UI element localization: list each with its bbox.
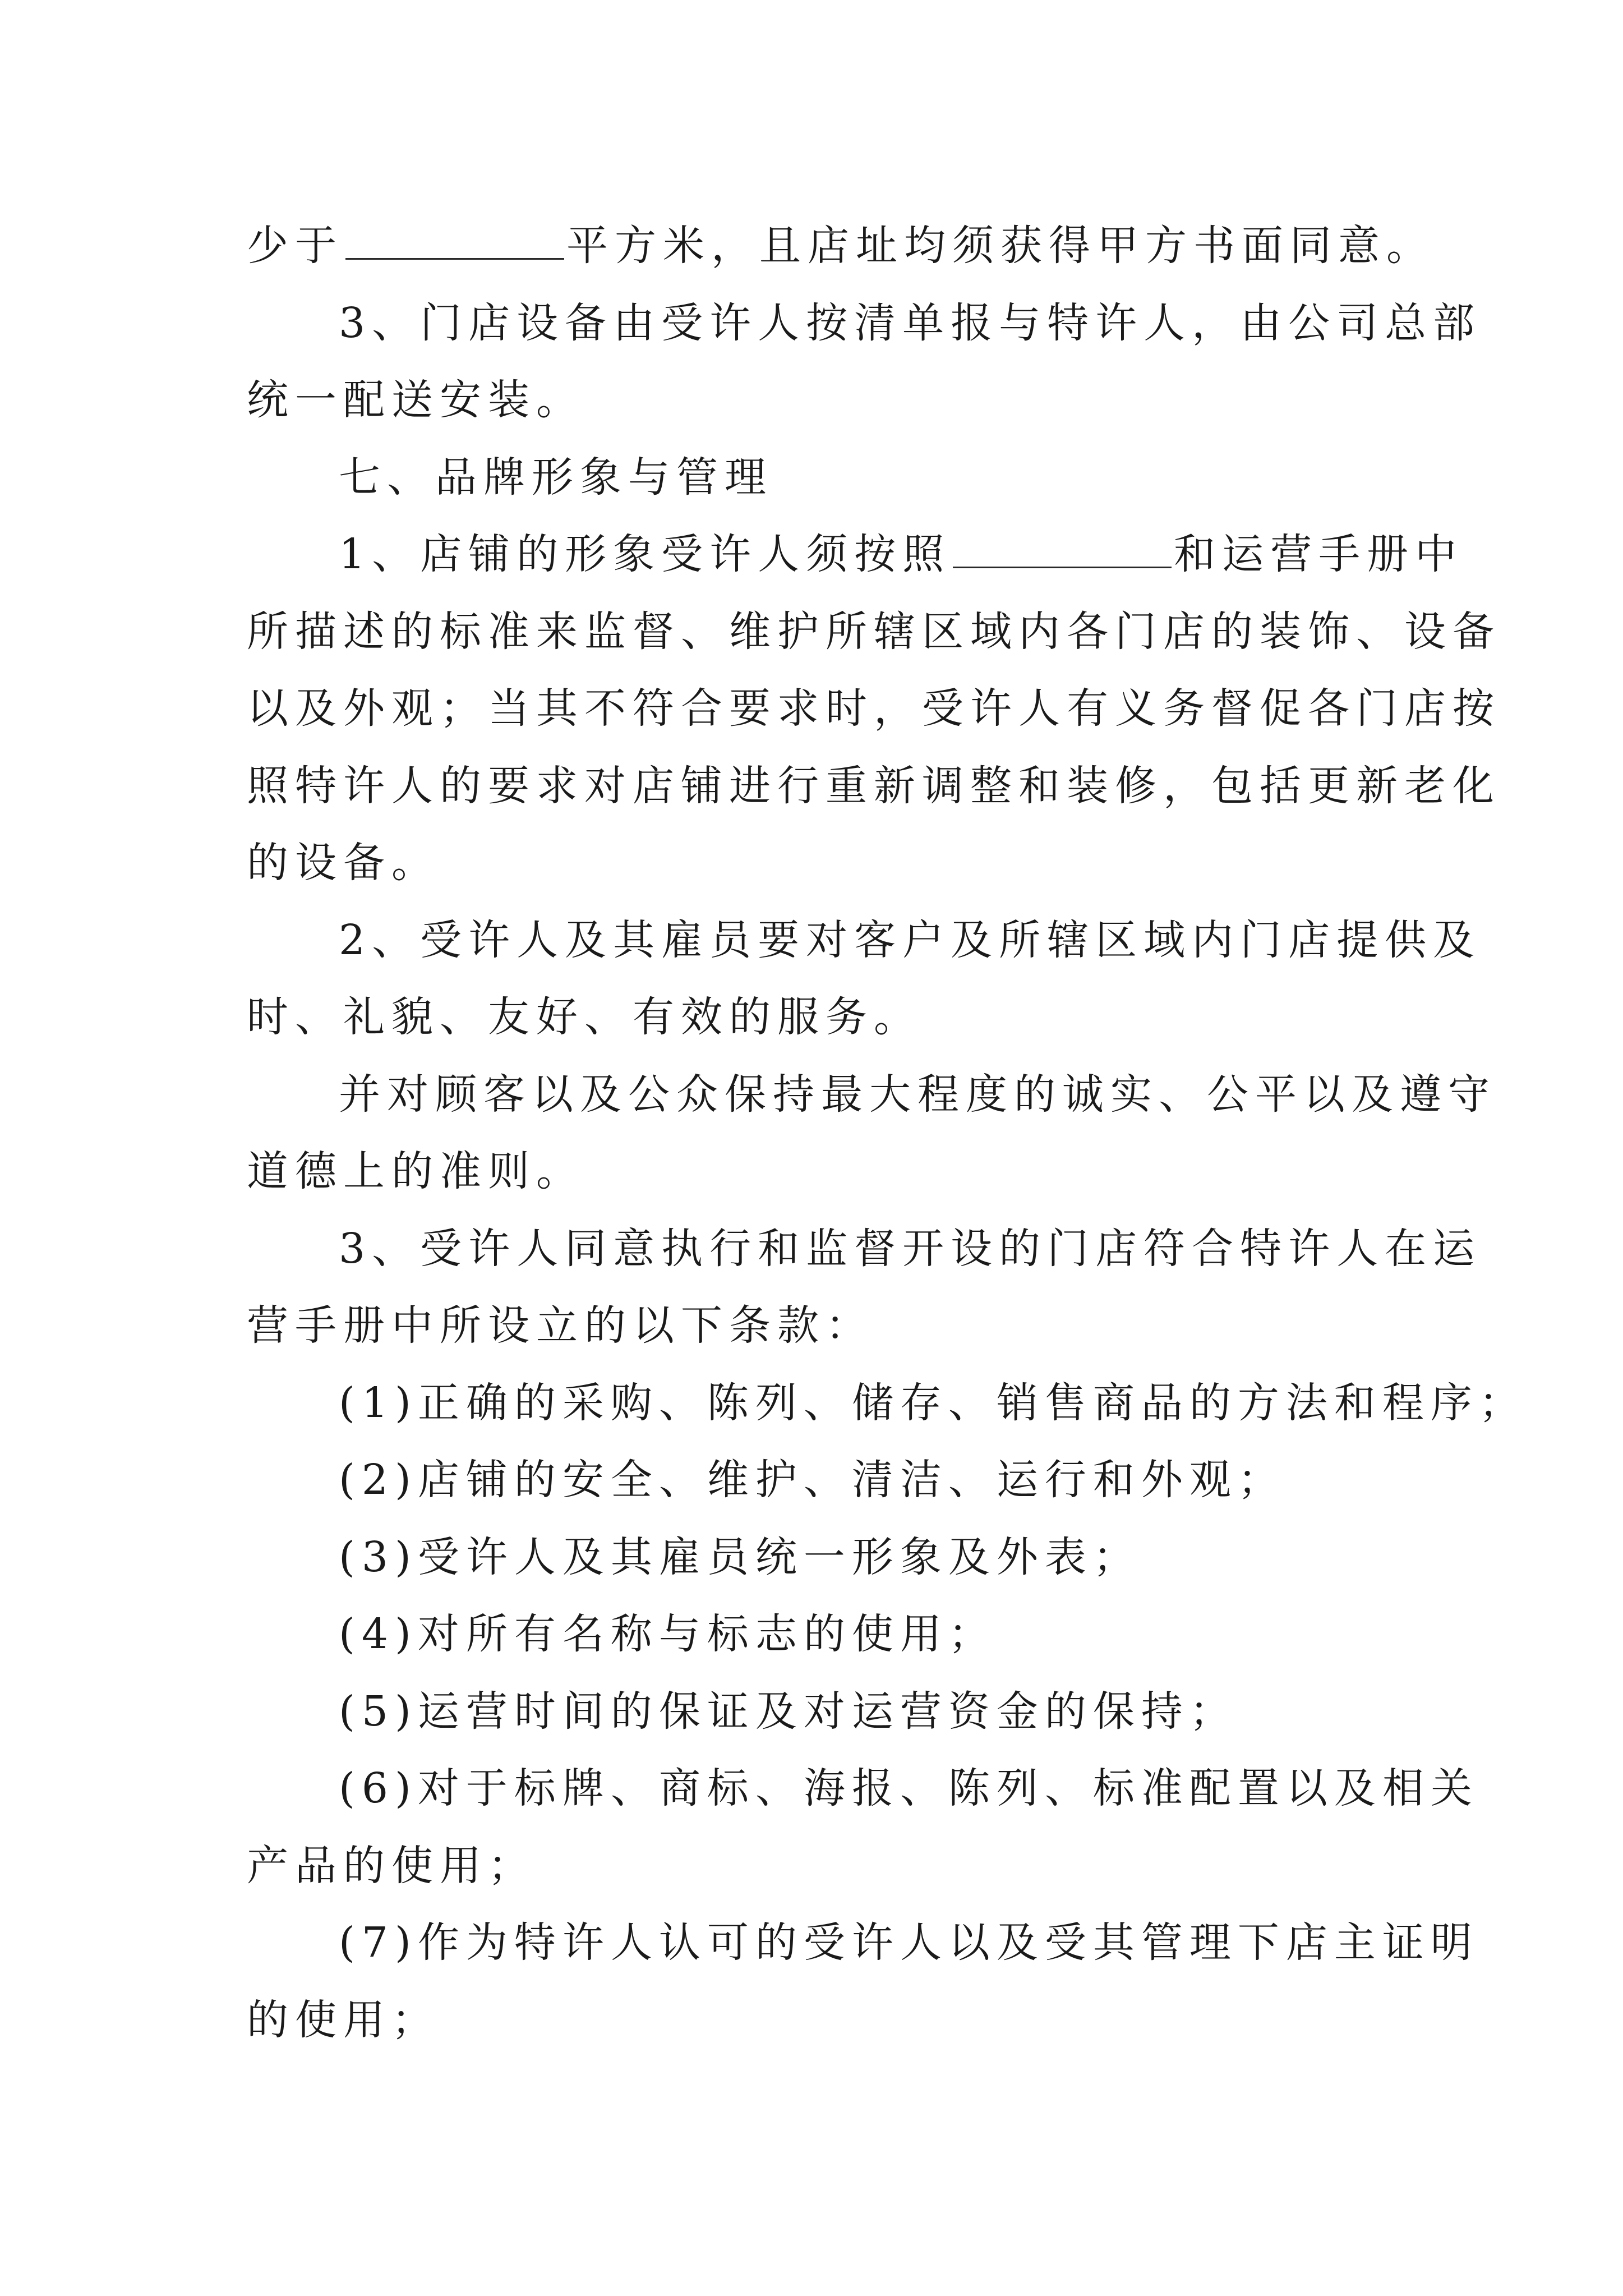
text-line: 照特许人的要求对店铺进行重新调整和装修，包括更新老化 bbox=[247, 761, 1501, 810]
fill-in-blank bbox=[345, 256, 564, 260]
text-line: 的使用； bbox=[247, 1995, 440, 2044]
paragraph-start bbox=[247, 516, 1464, 593]
list-item: (3)受许人及其雇员统一形象及外表； bbox=[339, 1533, 1141, 1581]
list-item: (7)作为特许人认可的受许人以及受其管理下店主证明 bbox=[339, 1918, 1479, 1967]
paragraph-start: 3、门店设备由受许人按清单报与特许人，由公司总部 bbox=[339, 298, 1482, 347]
text-line: 的设备。 bbox=[247, 839, 440, 887]
list-item: (4)对所有名称与标志的使用； bbox=[339, 1610, 997, 1658]
paragraph-start: 2、受许人及其雇员要对客户及所辖区域内门店提供及 bbox=[339, 915, 1482, 964]
text-segment: 和运营手册中 bbox=[1174, 530, 1464, 578]
text-line: 时、礼貌、友好、有效的服务。 bbox=[247, 993, 922, 1041]
text-segment: 平方米，且店址均须获得甲方书面同意。 bbox=[566, 222, 1435, 270]
list-item: (5)运营时间的保证及对运营资金的保持； bbox=[339, 1687, 1238, 1736]
section-heading: 七、品牌形象与管理 bbox=[339, 453, 773, 501]
text-line: 营手册中所设立的以下条款： bbox=[247, 1301, 874, 1350]
fill-in-blank bbox=[953, 564, 1172, 568]
list-item: (2)店铺的安全、维护、清洁、运行和外观； bbox=[339, 1456, 1286, 1504]
list-item: (6)对于标牌、商标、海报、陈列、标准配置以及相关 bbox=[339, 1764, 1479, 1812]
text-segment: 少于 bbox=[247, 222, 343, 270]
text-line bbox=[247, 208, 1435, 285]
text-line: 所描述的标准来监督、维护所辖区域内各门店的装饰、设备 bbox=[247, 607, 1501, 656]
document-body bbox=[247, 208, 1527, 2059]
text-line: 道德上的准则。 bbox=[247, 1147, 584, 1195]
text-line: 以及外观；当其不符合要求时，受许人有义务督促各门店按 bbox=[247, 684, 1501, 733]
list-item: (1)正确的采购、陈列、储存、销售商品的方法和程序； bbox=[339, 1378, 1527, 1427]
paragraph-start: 3、受许人同意执行和监督开设的门店符合特许人在运 bbox=[339, 1224, 1482, 1273]
text-line: 统一配送安装。 bbox=[247, 376, 584, 424]
paragraph-start: 并对顾客以及公众保持最大程度的诚实、公平以及遵守 bbox=[339, 1070, 1496, 1119]
text-line: 产品的使用； bbox=[247, 1841, 536, 1890]
text-segment: 1、店铺的形象受许人须按照 bbox=[339, 530, 951, 578]
